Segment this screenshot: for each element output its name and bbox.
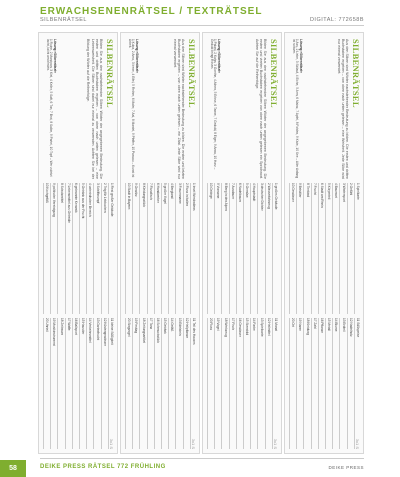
question-line: 20 Uhrteil bbox=[43, 318, 50, 449]
question-line: 8 Tierkind bbox=[303, 183, 310, 314]
question-line: 10 Gewässer bbox=[289, 183, 296, 314]
question-line: 5 Gemüse bbox=[243, 183, 250, 314]
question-line: 11 Monat bbox=[272, 318, 279, 449]
question-line: 3 Frauenname bbox=[175, 183, 182, 314]
question-line: 11 Süßspeise bbox=[354, 318, 361, 449]
question-line: 8 Kleidungsstück bbox=[139, 183, 146, 314]
question-line: 7 Ausdauer bbox=[229, 183, 236, 314]
question-line: 2 Gefühl bbox=[347, 183, 354, 314]
question-line: 16 Gewässer bbox=[236, 318, 243, 449]
question-line: 9 Gewürz bbox=[132, 183, 139, 314]
question-line: 13 Spielkarte bbox=[257, 318, 264, 449]
puzzle-card bbox=[202, 32, 282, 454]
solution-title: Lösung »Silbenrätsel« bbox=[299, 39, 303, 74]
question-line: 7 Flussfisch bbox=[147, 183, 154, 314]
digital-code: DIGITAL: 772658B bbox=[309, 17, 364, 23]
question-line: 15 Sternbild bbox=[243, 318, 250, 449]
question-line: 12 Küstengewässer bbox=[101, 318, 108, 449]
question-line: 18 Zeitungsartikel bbox=[139, 318, 146, 449]
question-line: 17 Zahl bbox=[311, 318, 318, 449]
question-line: 19 Musikinstrument bbox=[50, 318, 57, 449]
card-number: 3x1 S bbox=[355, 438, 360, 449]
card-intro: Bilden Sie aus den nachstehenden Silben Wörter der angegebenen Bedeutung. Die ersten und vierten Buchstaben ergeben von oben nach unten gelesen ein Sprichwort. Achten Sie auf die Reihenfolge. bbox=[254, 39, 267, 179]
question-columns bbox=[207, 183, 279, 449]
card-heading: SILBENRÄTSEL bbox=[105, 39, 115, 108]
solution-block bbox=[45, 39, 56, 179]
question-line: 2 Teig für Lebkuchen bbox=[101, 183, 108, 314]
solution-text: 1 Palast, 2 Kahn, 3 Goethe, 4 Athen, 5 Erbse, 6 Tanne, 7 Geduld, 8 Eiger, 9 Anna, 10 Harz – Geduld bringt Rosen. bbox=[209, 39, 218, 170]
card-intro: Bilden Sie aus den nachstehenden Silben Wörter der angegebenen Bedeutung. Die ersten und dritten Buchstaben ergeben – von oben nach unten gelesen – eine Lebensweisheit. Die Silben sind dabei nur einmal zu verwenden. Achten Sie bei der Bildung der Wörter auf die Reihenfolge. bbox=[86, 39, 103, 179]
question-columns bbox=[43, 183, 115, 449]
solution-title: Lösung »Silbenrätsel« bbox=[217, 39, 221, 74]
header-divider bbox=[40, 25, 364, 26]
card-heading: SILBENRÄTSEL bbox=[351, 39, 361, 108]
question-line: 10 Kochgefäß bbox=[43, 183, 50, 314]
question-columns bbox=[125, 183, 197, 449]
question-line: 9 politische Vereinigung bbox=[50, 183, 57, 314]
card-intro: Aus den Silben sind Wörter nachstehender Bedeutung zu bilden. Die ersten und letzten Buchstaben ergeben – von oben nach unten gelesen – ein Zitat. Jede Silbe wird nur einmal verwendet. bbox=[172, 39, 185, 179]
question-line: 19 Vogel bbox=[214, 318, 221, 449]
card-number: 3x1 S bbox=[109, 438, 114, 449]
question-line: 19 Name bbox=[296, 318, 303, 449]
question-line: 7 Lebensmittel aus Getreide bbox=[65, 183, 72, 314]
publisher-line: DEIKE PRESS RÄTSEL 772 FRÜHLING bbox=[40, 464, 166, 470]
question-line: 4 Hauptstadt bbox=[250, 183, 257, 314]
question-line: 5 Getränk aus der Frucht bbox=[79, 183, 86, 314]
question-line: 14 Farbe bbox=[250, 318, 257, 449]
question-line: 16 Pflanze bbox=[318, 318, 325, 449]
question-line: 2 Fluss in Italien bbox=[183, 183, 190, 314]
question-line: 5 Körperteil bbox=[325, 183, 332, 314]
solution-title: Lösung »Silbenrätsel« bbox=[53, 39, 57, 74]
question-line: 3 deutscher Dichter bbox=[257, 183, 264, 314]
publisher-logo-text: DEIKE PRESS bbox=[328, 465, 364, 470]
question-line: 9 Behälter bbox=[296, 183, 303, 314]
question-line: 6 Nadelbaum bbox=[236, 183, 243, 314]
solution-block bbox=[127, 39, 138, 179]
question-line: 8 Schutzmittel bbox=[57, 183, 64, 314]
question-line: 18 Zeitraum bbox=[57, 318, 64, 449]
question-line: 12 Heilpflanze bbox=[183, 318, 190, 449]
question-line: 6 Handwerker bbox=[154, 183, 161, 314]
question-columns bbox=[289, 183, 361, 449]
question-line: 20 Ort bbox=[289, 318, 296, 449]
page-title: ERWACHSENENRÄTSEL / TEXTRÄTSEL bbox=[40, 6, 263, 17]
question-line: 15 Metall bbox=[325, 318, 332, 449]
card-intro: Aus den Silben sind Wörter nachstehender Bedeutung zu bilden. Die ersten und dritten Buchstaben ergeben – von oben nach unten gelesen – eine Weisheit. Jede Silbe wird nur einmal verwendet. bbox=[336, 39, 349, 179]
question-line: 20 Fluss bbox=[207, 318, 214, 449]
page-number: 58 bbox=[0, 460, 26, 477]
footer-divider bbox=[40, 458, 364, 459]
question-line: 6 Stadt am Rhein bbox=[318, 183, 325, 314]
question-line: 17 Waffe bbox=[65, 318, 72, 449]
question-column bbox=[289, 318, 361, 449]
question-line: 8 Berg in den Alpen bbox=[221, 183, 228, 314]
puzzle-card bbox=[284, 32, 364, 454]
question-line: 15 Getränk bbox=[161, 318, 168, 449]
question-line: 17 Fisch bbox=[229, 318, 236, 449]
card-heading: SILBENRÄTSEL bbox=[187, 39, 197, 108]
question-line: 14 Verkehrsmittel bbox=[86, 318, 93, 449]
card-number: 3x1 S bbox=[191, 438, 196, 449]
question-line: 6 gebrannte Keramik bbox=[72, 183, 79, 314]
question-line: 2 Wasserfahrzeug bbox=[265, 183, 272, 314]
question-line: 12 Heilmittel bbox=[265, 318, 272, 449]
question-line: 19 Festtag bbox=[132, 318, 139, 449]
card-number: 3x1 S bbox=[273, 438, 278, 449]
question-line: 4 Bergland bbox=[168, 183, 175, 314]
puzzle-card bbox=[120, 32, 200, 454]
question-column bbox=[125, 318, 197, 449]
question-column bbox=[125, 183, 197, 314]
solution-text: 1 Ruine, 2 Marzipan, 3 Kiel, 4 Keller, 5 Saft, 6 Ton, 7 Brot, 8 Salbe, 9 Partei, 10 Topf – Wer zuletzt lacht, lacht am besten. bbox=[45, 39, 54, 177]
question-line: 1 Spielkarte bbox=[354, 183, 361, 314]
question-line: 12 Nadelholz bbox=[347, 318, 354, 449]
question-line: 16 Ballsport bbox=[72, 318, 79, 449]
question-line: 16 Schmuckstück bbox=[154, 318, 161, 449]
question-line: 11 Teil des Hauses bbox=[190, 318, 197, 449]
question-line: 4 unterirdischer Bereich bbox=[86, 183, 93, 314]
question-line: 13 Gartenfrucht bbox=[93, 318, 100, 449]
question-line: 9 Vorname bbox=[214, 183, 221, 314]
solution-text: 1 Kuba, 2 Arno, 3 Irene, 4 Eifel, 5 Reiher, 6 Maler, 7 Aal, 8 Mantel, 9 Pfeffer, 10 Passau – Kunst ist Arbeit. bbox=[127, 39, 136, 178]
question-line: 3 Wintersport bbox=[339, 183, 346, 314]
question-line: 1 Rest großer Gebäude bbox=[108, 183, 115, 314]
question-line: 13 Erdteil bbox=[339, 318, 346, 449]
question-line: 13 Edelstein bbox=[175, 318, 182, 449]
solution-text: 1 Ass, 2 Liebe, 3 Skilauf, 4 Eiche, 5 Arm, 6 Mainz, 7 Apfel, 8 Fohlen, 9 Kiste, 10 See – Aller Anfang ist schwer. bbox=[291, 39, 300, 179]
question-line: 10 Gebirge bbox=[207, 183, 214, 314]
question-line: 15 Haustier bbox=[79, 318, 86, 449]
solution-block bbox=[291, 39, 302, 179]
question-column bbox=[43, 318, 115, 449]
question-line: 11 kleine Süßigkeit bbox=[108, 318, 115, 449]
question-line: 1 Insel Westindiens bbox=[190, 183, 197, 314]
puzzle-cards bbox=[38, 32, 366, 454]
solution-block bbox=[209, 39, 220, 179]
question-line: 4 Baumart bbox=[332, 183, 339, 314]
question-column bbox=[207, 318, 279, 449]
question-column bbox=[43, 183, 115, 314]
question-line: 7 Frucht bbox=[311, 183, 318, 314]
question-line: 14 Gefäß bbox=[168, 318, 175, 449]
question-line: 3 Schiffsrumpf bbox=[93, 183, 100, 314]
question-line: 18 Werkzeug bbox=[221, 318, 228, 449]
question-column bbox=[289, 183, 361, 314]
page-subtitle: SILBENRÄTSEL bbox=[40, 17, 87, 23]
card-heading: SILBENRÄTSEL bbox=[269, 39, 279, 108]
question-line: 10 Stadt in Bayern bbox=[125, 183, 132, 314]
solution-title: Lösung »Silbenrätsel« bbox=[135, 39, 139, 74]
question-line: 20 Singvogel bbox=[125, 318, 132, 449]
question-line: 14 Blume bbox=[332, 318, 339, 449]
question-line: 5 großer Vogel bbox=[161, 183, 168, 314]
question-line: 17 Tanz bbox=[147, 318, 154, 449]
puzzle-card bbox=[38, 32, 118, 454]
question-column bbox=[207, 183, 279, 314]
question-line: 1 großes Gebäude bbox=[272, 183, 279, 314]
question-line: 18 Kleidung bbox=[303, 318, 310, 449]
